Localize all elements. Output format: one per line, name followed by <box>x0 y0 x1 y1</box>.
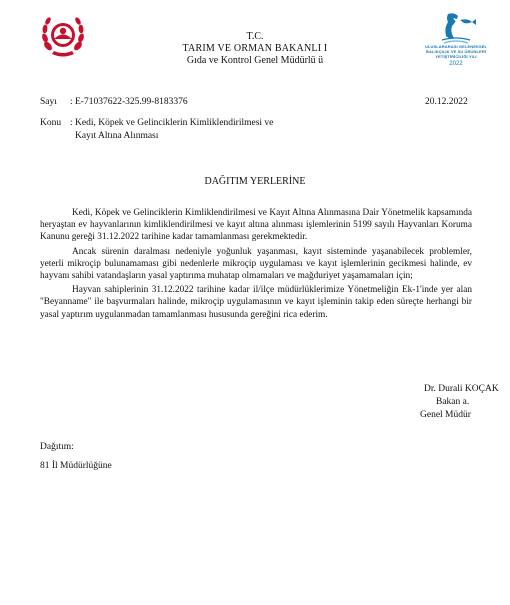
letter-body <box>40 207 472 323</box>
konu-label: Konu <box>40 118 62 128</box>
header-tc: T.C. <box>246 31 264 42</box>
distribution-label: Dağıtım: <box>40 442 74 452</box>
sayi-label: Sayı <box>40 97 57 107</box>
konu-value: Kedi, Köpek ve Gelinciklerin Kimliklendirilmesi ve Kayıt Altına Alınması <box>75 118 274 141</box>
paragraph-2: Ancak sürenin daralması nedeniyle yoğunluk yaşanması, kayıt sisteminde yaşanabilecek problemler, yeterli mikroçip bulunamaması gibi nedenlerle mikroçip uygulaması ve kayıt işlemlerinin gecikmesi halinde, ev hayvanı sahibi vatandaşların yasal yaptırıma muhatap olmamaları ve mağduriyet yaşamamaları için; <box>40 246 472 282</box>
distribution-title: DAĞITIM YERLERİNE <box>204 176 306 187</box>
signatory-title-1: Bakan a. <box>436 397 470 407</box>
distribution-item: 81 İl Müdürlüğüne <box>40 461 112 471</box>
signatory-name: Dr. Durali KOÇAK <box>424 384 499 394</box>
logo-year: 2022 <box>449 61 463 67</box>
header-directorate: Gıda ve Kontrol Genel Müdürlü ü <box>186 55 324 66</box>
paragraph-3: Hayvan sahiplerinin 31.12.2022 tarihine kadar il/ilçe müdürlüklerimize Yönetmeliğin Ek-1'inde yer alan "Beyanname" ile başvurmaları halinde, mikroçip uygulamasının ve kayıt işleminin takip eden süreçte herhangi bir yasal yaptırım uygulanmadan tamamlanması hususunda gereğini rica ederim. <box>40 285 472 320</box>
konu-colon: : <box>70 118 73 128</box>
sayi-value: E-71037622-325.99-8183376 <box>75 97 188 107</box>
paragraph-1: Kedi, Köpek ve Gelinciklerin Kimliklendirilmesi ve Kayıt Altına Alınmasına Dair Yönetmelik kapsamında heryaştan ev hayvanlarının kimliklendirilmesi ve kayıt altına alınması işlemlerinin 5199 sayılı Hayvanları Koruma Kanunu gereği 31.12.2022 tarihine kadar tamamlanması gerekmektedir. <box>40 208 472 243</box>
signatory-title-2: Genel Müdür <box>420 410 471 420</box>
header-ministry: TARIM VE ORMAN BAKANLI I <box>182 43 328 54</box>
document-date: 20.12.2022 <box>425 97 468 107</box>
sayi-colon: : <box>70 97 73 107</box>
logo-caption: ULUSLARARASI GELENEKSEL BALIKÇILIK VE SU ÜRÜNLERİ YETİŞTİRİCİLİĞİ YILI <box>424 44 488 59</box>
